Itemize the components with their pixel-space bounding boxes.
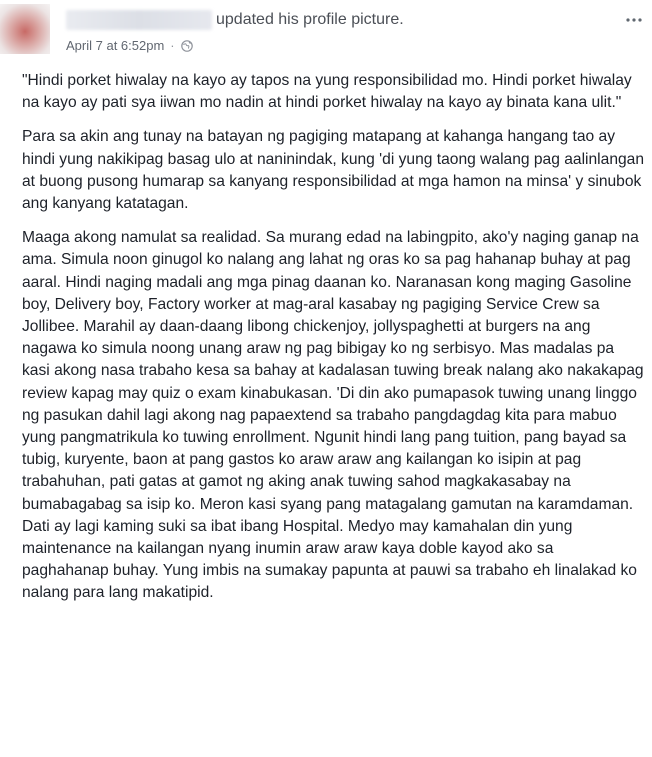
globe-icon[interactable] (181, 40, 193, 52)
post-paragraph-intro: Para sa akin ang tunay na batayan ng pagiging matapang at kahanga hangang tao ay hindi yung nakikipag basag ulo at naninindak, kung 'di yung taong walang pag aalinlangan at buong pusong humarap sa kanyang responsibilidad at mga hamon na minsa' y sinubok ang kanyang katatagan. (22, 128, 645, 213)
post-timestamp[interactable]: April 7 at 6:52pm (66, 38, 165, 53)
post-action-text: updated his profile picture. (216, 11, 404, 28)
post-body (22, 70, 644, 617)
post-header (0, 0, 652, 70)
avatar[interactable] (0, 4, 50, 54)
more-options-icon (626, 17, 642, 23)
post-paragraph-story: Maaga akong namulat sa realidad. Sa murang edad na labingpito, ako'y naging ganap na ama. Simula noon ginugol ko nalang ang lahat ng oras ko sa pag hahanap buhay at pag aaral. Hindi naging madali ang mga pinag daanan ko. Naranasan kong maging Gasoline boy, Delivery boy, Factory worker at mag-aral kasabay ng pagiging Service Crew sa Jollibee. Marahil ay daan-daang libong chickenjoy, jollyspaghetti at burgers na ang nagawa ko simula noong unang araw ng pag bibigay ko ng serbisyo. Mas madalas pa kasi akong nasa trabaho kesa sa bahay at kadalasan tuwing break nalang ako nakakapag review kapag may quiz o exam kinabukasan. 'Di din ako pumapasok tuwing unang linggo ng pasukan dahil lagi akong nag papaextend sa trabaho pangdagdag kita para mabuo yung pangmatrikula ko tuwing enrollment. Ngunit hindi lang pang tuition, pang bayad sa tubig, kuryente, baon at pang gastos ko araw araw ang kailangan ko isipin at pag trabahuhan, pati gatas at gamot ng aking anak tuwing sahod magkakasabay na bumabagabag sa isip ko. Meron kasi syang pang matagalang gamutan na karamdaman. Dati ay lagi kaming suki sa ibat ibang Hospital. Medyo may kamahalan din yung maintenance na kailangan nyang inumin araw araw kaya doble kayod ako sa paghahanap buhay. Yung imbis na sumakay papunta at pauwi sa trabaho eh linalakad ko nalang para lang makatipid. (22, 229, 644, 602)
timestamp-separator: · (170, 38, 175, 53)
more-options-button[interactable] (626, 12, 642, 28)
author-name-redacted[interactable] (66, 10, 212, 30)
post-paragraph-quote: "Hindi porket hiwalay na kayo ay tapos na yung responsibilidad mo. Hindi porket hiwalay na kayo ay pati sya iiwan mo nadin at hindi porket hiwalay na kayo ay binata kana ulit." (22, 72, 632, 112)
timestamp-row (66, 38, 193, 53)
